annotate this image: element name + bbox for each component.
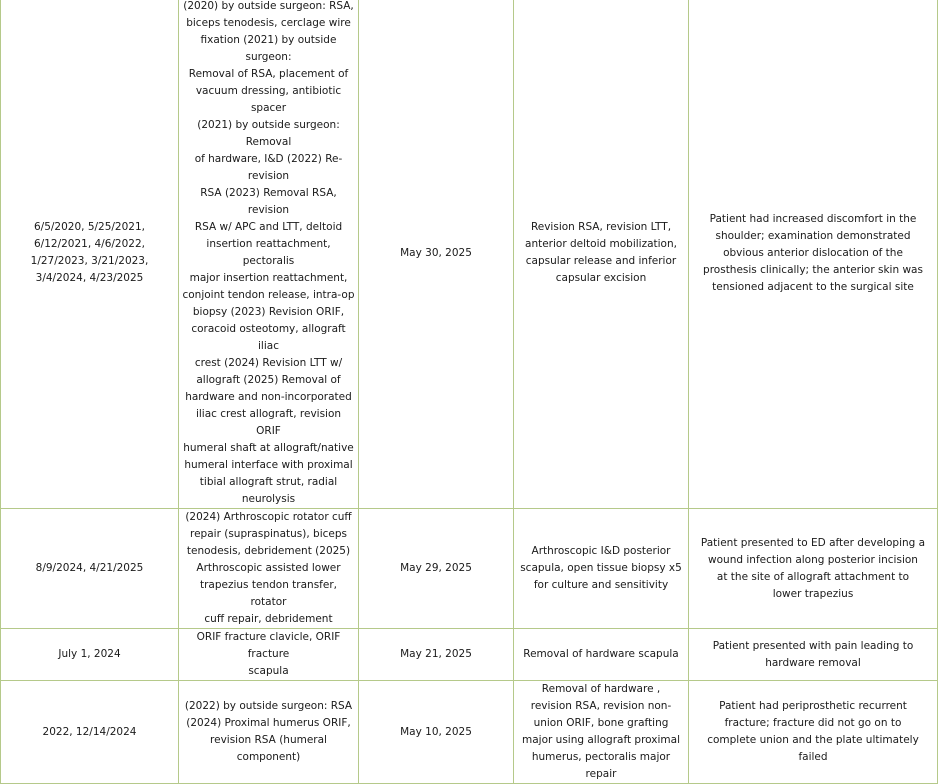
indication-cell <box>689 629 938 681</box>
prior-procedures-cell <box>179 629 359 681</box>
indication: Patient had periprosthetic recurrent fracture; fracture did not go on to complete union and the plate ultimately failed <box>707 700 919 763</box>
indication-cell <box>689 0 938 509</box>
prior-surgery-dates-cell <box>1 681 179 784</box>
surgery-date-cell <box>359 509 514 629</box>
procedure: Arthroscopic I&D posterior scapula, open tissue biopsy x5 for culture and sensitivity <box>520 545 682 591</box>
indication-cell <box>689 681 938 784</box>
prior-surgery-dates: 2022, 12/14/2024 <box>42 725 137 738</box>
indication: Patient presented with pain leading to hardware removal <box>712 639 914 669</box>
table-row <box>1 629 938 681</box>
procedure: Removal of hardware , revision RSA, revision non- union ORIF, bone grafting major using allograft proximal humerus, pectoralis major repair <box>522 683 680 780</box>
procedure-cell <box>514 681 689 784</box>
indication-cell <box>689 509 938 629</box>
prior-procedures-cell <box>179 509 359 629</box>
prior-surgery-dates: 6/5/2020, 5/25/2021, 6/12/2021, 4/6/2022, 1/27/2023, 3/21/2023, 3/4/2024, 4/23/2025 <box>30 221 149 284</box>
procedure: Revision RSA, revision LTT, anterior deltoid mobilization, capsular release and inferior capsular excision <box>525 221 677 284</box>
prior-surgery-dates: 8/9/2024, 4/21/2025 <box>35 562 144 574</box>
prior-procedures-cell <box>179 0 359 509</box>
surgery-date-cell <box>359 629 514 681</box>
procedure: Removal of hardware scapula <box>523 648 679 660</box>
prior-surgery-dates-cell <box>1 509 179 629</box>
prior-surgery-dates-cell <box>1 629 179 681</box>
indication: Patient presented to ED after developing a wound infection along posterior incision at the site of allograft attachment to lower trapezius <box>700 536 926 600</box>
surgery-date-cell <box>359 0 514 509</box>
table-row <box>1 681 938 784</box>
prior-procedures: (2022) by outside surgeon: RSA (2024) Proximal humerus ORIF, revision RSA (humeral component) <box>184 700 353 763</box>
prior-procedures: (2024) Arthroscopic rotator cuff repair (supraspinatus), biceps tenodesis, debridement (2025) Arthroscopic assisted lower trapezius tendon transfer, rotator cuff repair, debridement <box>185 511 352 625</box>
prior-procedures: ORIF fracture clavicle, ORIF fracture scapula <box>196 631 341 677</box>
table-row <box>1 0 938 509</box>
prior-procedures: (2020) by outside surgeon: RSA, biceps tenodesis, cerclage wire fixation (2021) by outside surgeon: Removal of RSA, placement of vacuum dressing, antibiotic spacer (2021) by outside surgeon: Removal of hardware, I&D (2022) Re-revision RSA (2023) Removal RSA, revision RSA w/ APC and LTT, deltoid insertion reattachment, pectoralis major insertion reattachment, conjoint tendon release, intra-op biopsy (2023) Revision ORIF, coracoid osteotomy, allograft iliac crest (2024) Revision LTT w/ allograft (2025) Removal of hardware and non-incorporated iliac crest allograft, revision ORIF humeral shaft at allograft/native humeral interface with proximal tibial allograft strut, radial neurolysis <box>182 0 355 505</box>
indication: Patient had increased discomfort in the shoulder; examination demonstrated obvious anterior dislocation of the prosthesis clinically; the anterior skin was tensioned adjacent to the surgical site <box>703 212 923 293</box>
surgery-date-cell <box>359 681 514 784</box>
procedure-cell <box>514 629 689 681</box>
prior-procedures-cell <box>179 681 359 784</box>
procedure-cell <box>514 0 689 509</box>
surgery-date: May 21, 2025 <box>400 648 472 660</box>
prior-surgery-dates: July 1, 2024 <box>58 648 121 660</box>
surgery-date: May 30, 2025 <box>400 246 472 259</box>
surgery-date: May 29, 2025 <box>400 562 472 574</box>
procedure-cell <box>514 509 689 629</box>
prior-surgery-dates-cell <box>1 0 179 509</box>
surgery-date: May 10, 2025 <box>400 725 472 738</box>
table-row <box>1 509 938 629</box>
